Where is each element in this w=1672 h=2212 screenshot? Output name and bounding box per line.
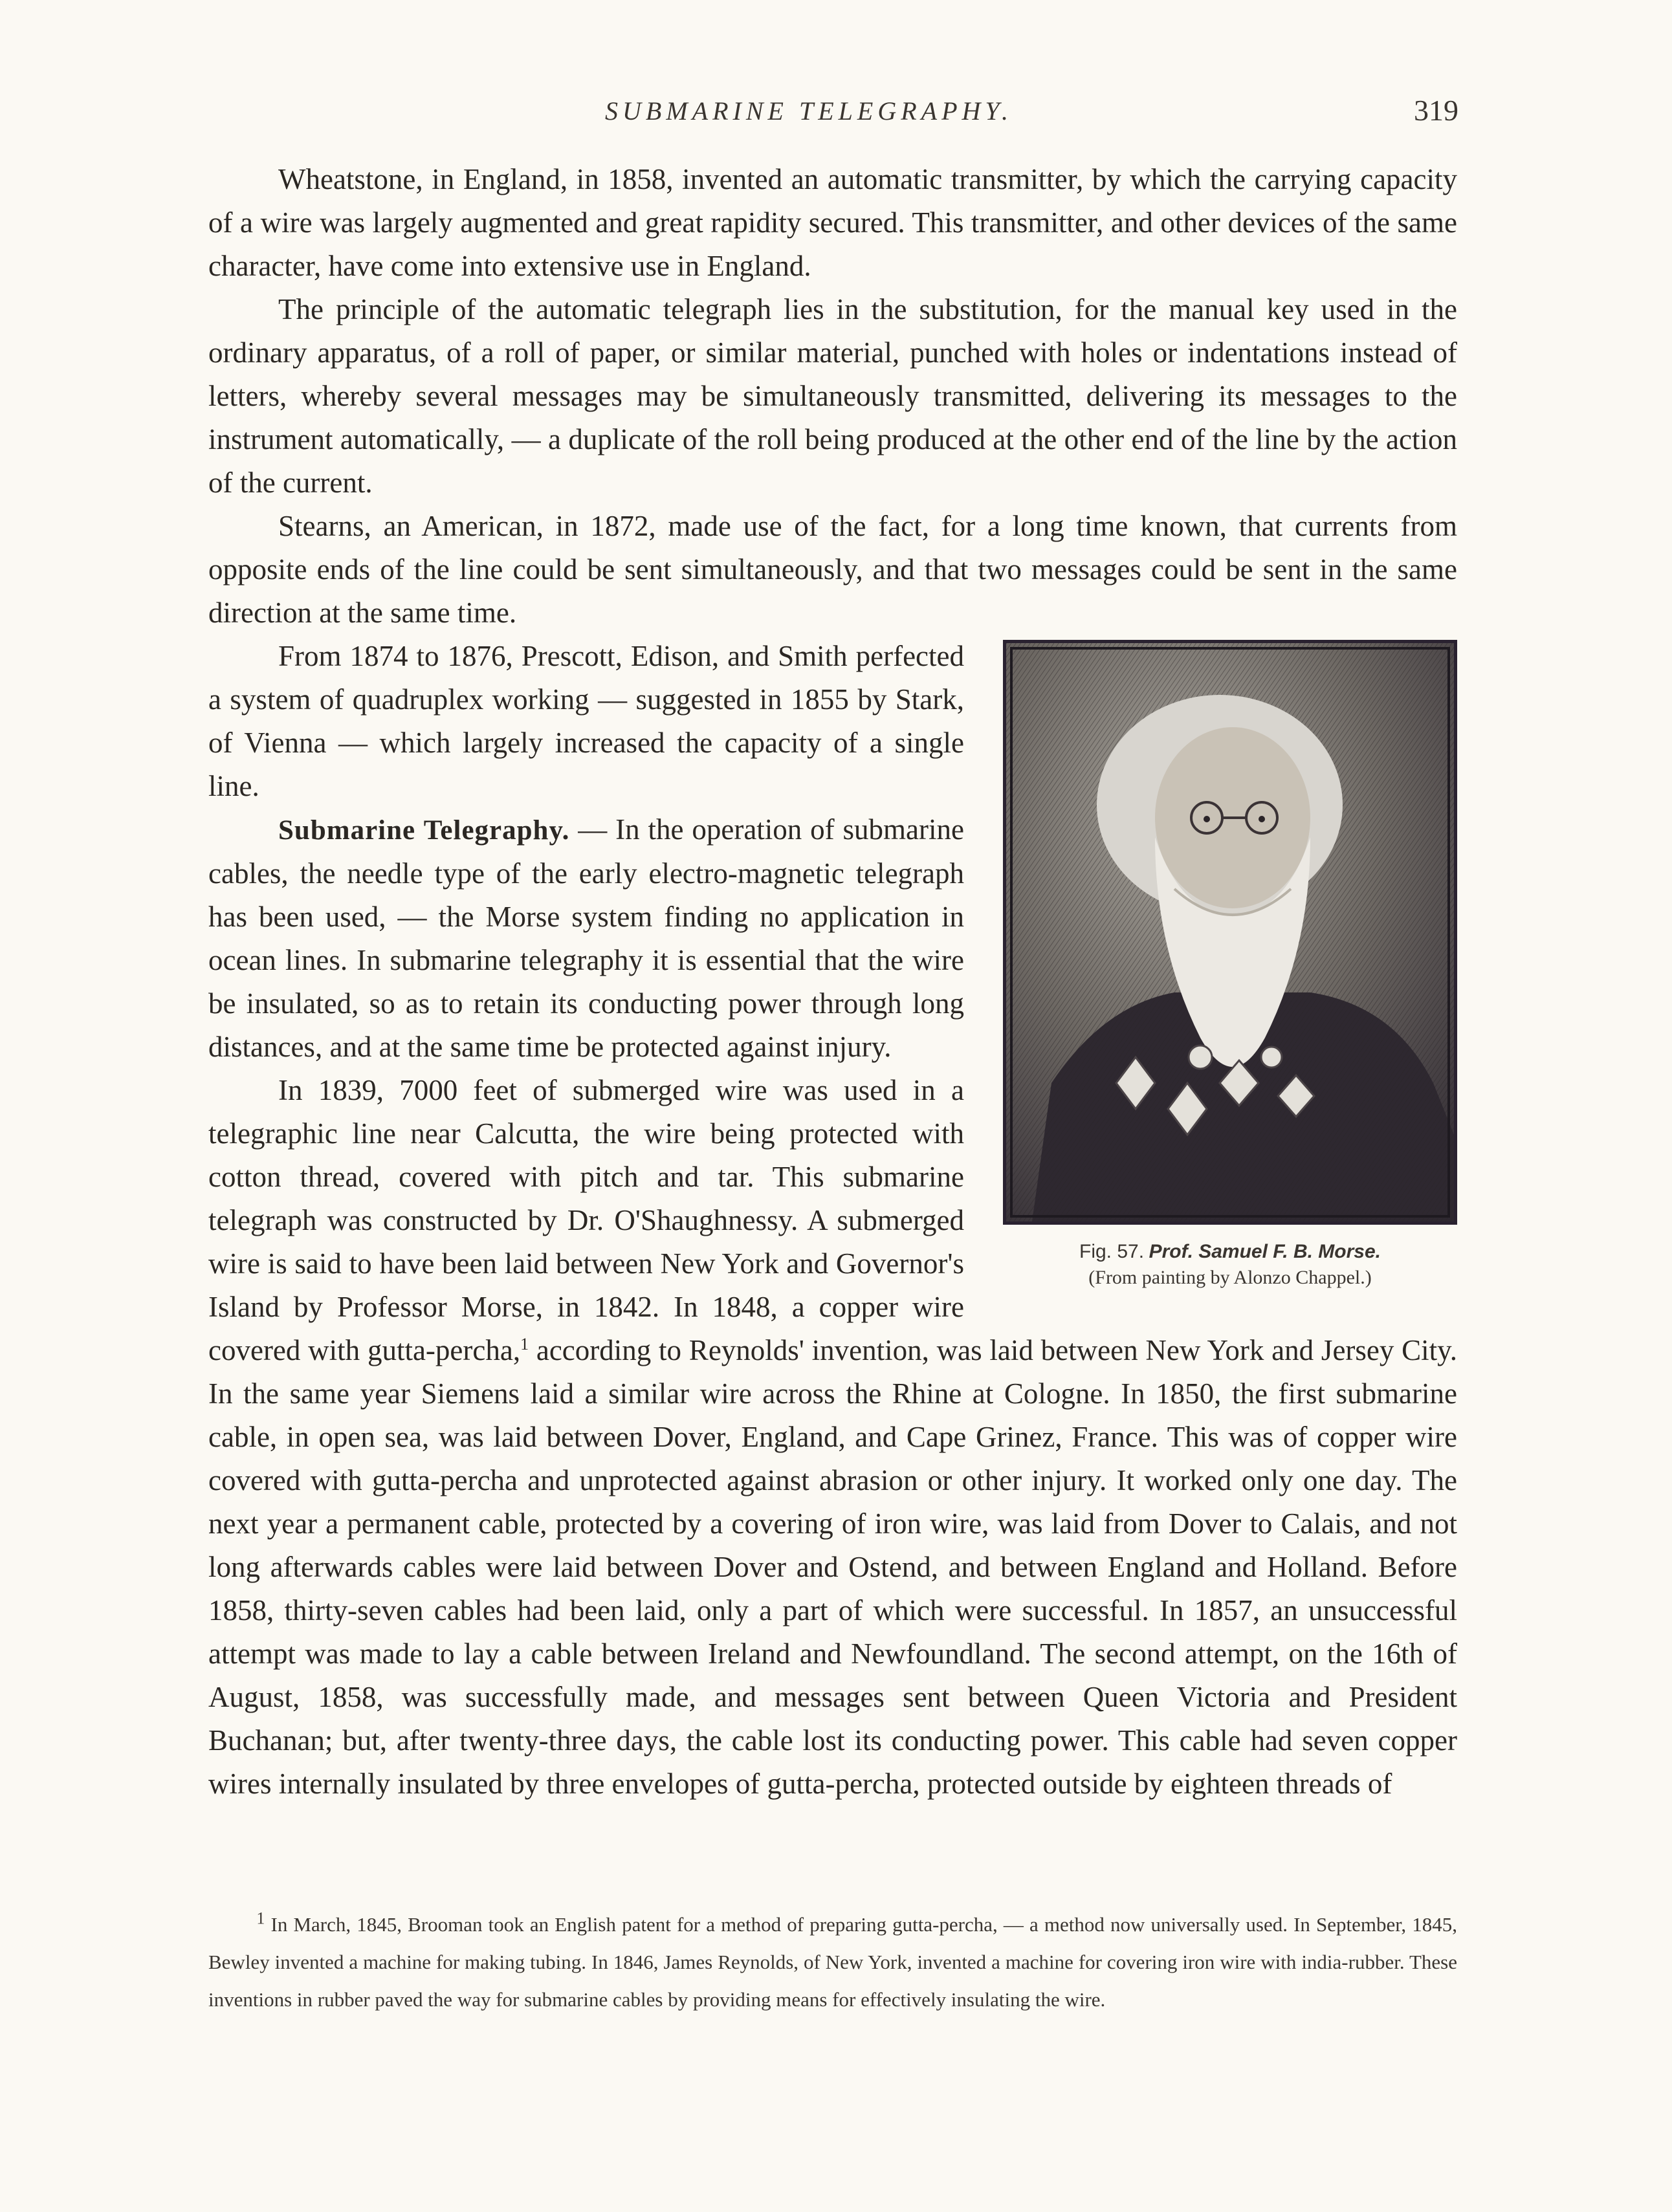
footnote-reference: 1 bbox=[520, 1335, 529, 1353]
paragraph-6-text-b: according to Reynolds' invention, was laid between New York and Jersey City. In the same year Siemens laid a similar wire across the Rhine at Cologne. In 1850, the first submarine cable, in open sea, was laid between Dover, England, and Cape Grinez, France. This was of copper wire covered with gutta-percha and unprotected against abrasion or other injury. It worked only one day. The next year a permanent cable, protected by a covering of iron wire, was laid from Dover to Calais, and not long afterwards cables were laid between Dover and Ostend, and between England and Holland. Before 1858, thirty-seven cables had been laid, only a part of which were successful. In 1857, an unsuccessful attempt was made to lay a cable between Ireland and Newfoundland. The second attempt, on the 16th of August, 1858, was successfully made, and messages sent between Queen Victoria and President Buchanan; but, after twenty-three days, the cable lost its conducting power. This cable had seven copper wires internally insulated by three envelopes of gutta-percha, protected outside by eighteen threads of bbox=[208, 1334, 1458, 1800]
footnotes bbox=[208, 1906, 1457, 2019]
footnote-text: In March, 1845, Brooman took an English patent for a method of preparing gutta-percha, — a method now universally used. In September, 1845, Bewley invented a machine for making tubing. In 1846, James Reynolds, of New York, invented a machine for covering iron wire with india-rubber. These inventions in rubber paved the way for submarine cables by providing means for effectively insulating the wire. bbox=[208, 1913, 1457, 2011]
footnote-1 bbox=[208, 1906, 1457, 2019]
paragraph-3 bbox=[208, 505, 1457, 635]
paragraph-1-text: Wheatstone, in England, in 1858, invented an automatic transmitter, by which the carrying capacity of a wire was largely augmented and great rapidity secured. This transmitter, and other devices of the same character, have come into extensive use in England. bbox=[208, 163, 1457, 282]
morse-portrait-engraving bbox=[1003, 640, 1457, 1225]
paragraph-3-text: Stearns, an American, in 1872, made use of the fact, for a long time known, that currents from opposite ends of the line could be sent simultaneously, and that two messages could be sent in the same direction at the same time. bbox=[208, 510, 1457, 629]
running-title: SUBMARINE TELEGRAPHY. bbox=[605, 96, 1013, 126]
paragraph-2-text: The principle of the automatic telegraph lies in the substitution, for the manual key used in the ordinary apparatus, of a roll of paper, or similar material, punched with holes or indentations instead of letters, whereby several messages may be simultaneously transmitted, delivering its messages to the instrument automatically, — a duplicate of the roll being produced at the other end of the line by the action of the current. bbox=[208, 293, 1457, 499]
running-head bbox=[0, 96, 1672, 135]
main-text bbox=[208, 158, 1457, 1806]
page-number: 319 bbox=[1414, 94, 1458, 127]
figure-caption bbox=[1003, 1239, 1457, 1291]
figure-credit: (From painting by Alonzo Chappel.) bbox=[1088, 1267, 1372, 1288]
portrait-illustration bbox=[1006, 643, 1454, 1221]
figure-title: Prof. Samuel F. B. Morse. bbox=[1149, 1241, 1381, 1262]
figure-57 bbox=[1003, 640, 1457, 1291]
paragraph-5-text: — In the operation of submarine cables, the needle type of the early electro-magnetic telegraph has been used, — the Morse system finding no application in ocean lines. In submarine telegraphy it is essential that the wire be insulated, so as to retain its conducting power through long distances, and at the same time be protected against injury. bbox=[208, 813, 964, 1063]
section-heading: Submarine Telegraphy. bbox=[278, 815, 570, 846]
paragraph-4-text: From 1874 to 1876, Prescott, Edison, and Smith perfected a system of quadruplex working — suggested in 1855 by Stark, of Vienna — which largely increased the capacity of a single line. bbox=[208, 640, 964, 802]
paragraph-2 bbox=[208, 288, 1457, 505]
figure-label: Fig. 57. bbox=[1079, 1241, 1145, 1262]
paragraph-6-text-a: In 1839, 7000 feet of submerged wire was used in a telegraphic line near Calcutta, the wire being protected with cotton thread, covered with pitch and tar. This submarine telegraph was constructed by Dr. O'Shaughnessy. A submerged wire is said to have been laid between New York and Governor's Island by Professor Morse, in 1842. In 1848, a copper wire covered with gutta-percha, bbox=[208, 1074, 964, 1366]
paragraph-1 bbox=[208, 158, 1457, 288]
footnote-marker: 1 bbox=[256, 1909, 265, 1928]
